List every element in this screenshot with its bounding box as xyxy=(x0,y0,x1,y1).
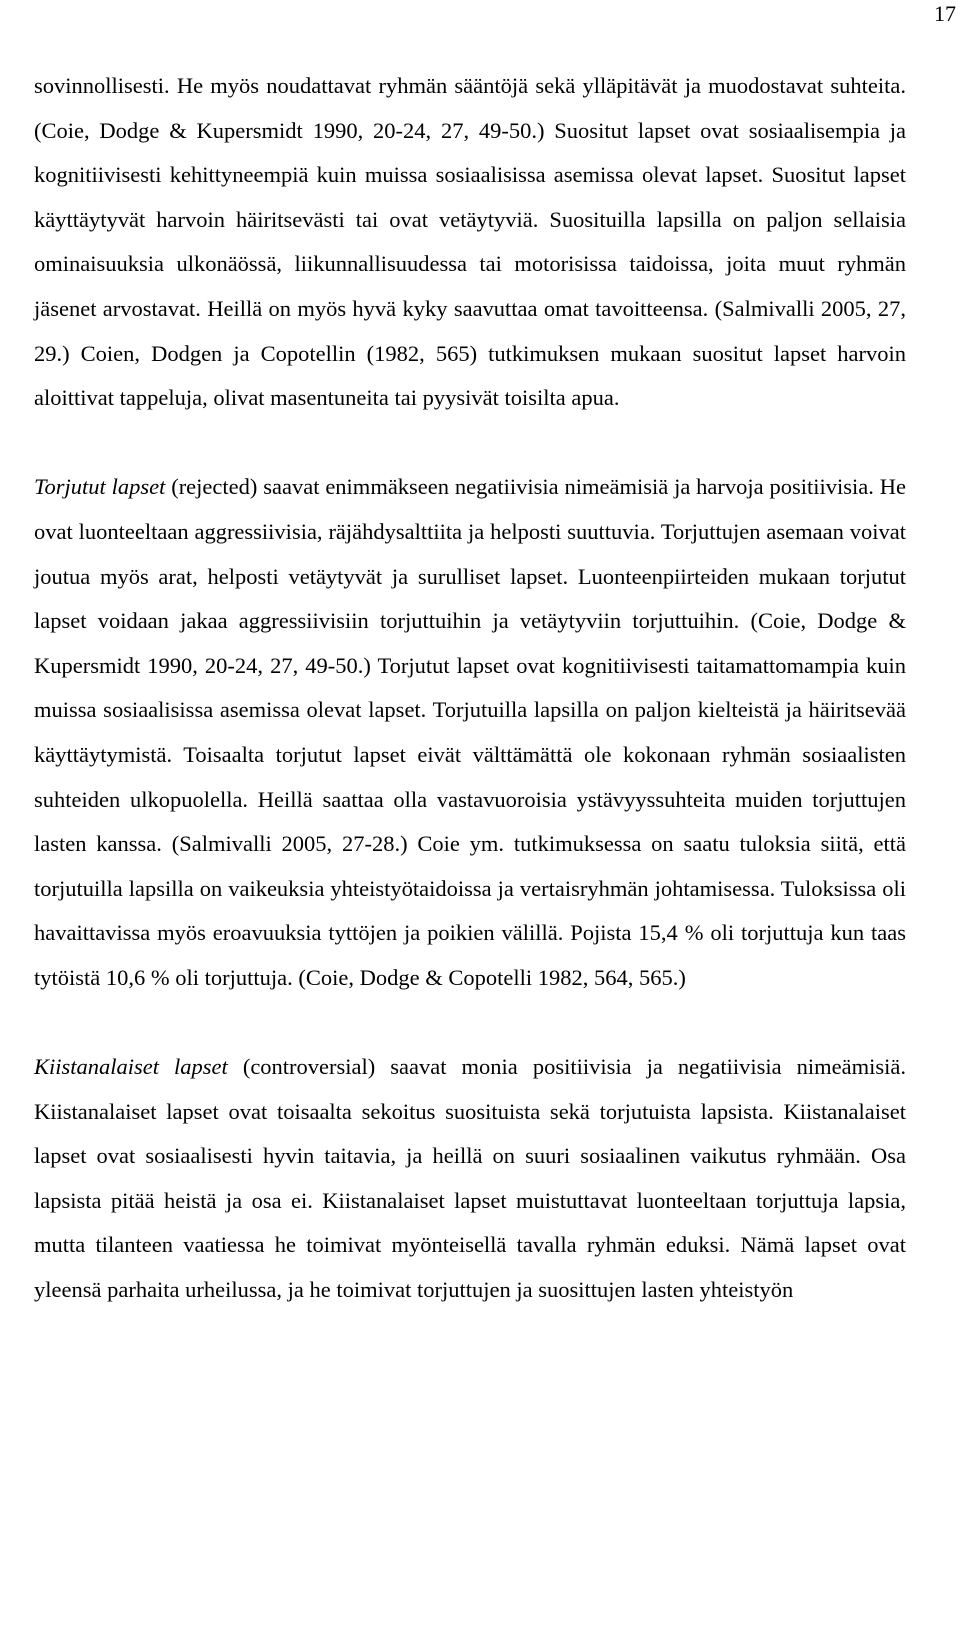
term-controversial-children: Kiistanalaiset lapset xyxy=(34,1054,228,1080)
paragraph-text: (rejected) saavat enimmäkseen negatiivisia nimeämisiä ja harvoja positiivisia. He ovat luonteeltaan aggressiivisia, räjähdysalttiita ja helposti suuttuvia. Torjuttujen asemaan voivat joutua myös arat, helposti vetäytyvät ja surulliset lapset. Luonteenpiirteiden mukaan torjutut lapset voidaan jakaa aggressiivisiin torjuttuihin ja vetäytyviin torjuttuihin. (Coie, Dodge & Kupersmidt 1990, 20-24, 27, 49-50.) Torjutut lapset ovat kognitiivisesti taitamattomampia kuin muissa sosiaalisissa asemissa olevat lapset. Torjutuilla lapsilla on paljon kielteistä ja häiritsevää käyttäytymistä. Toisaalta torjutut lapset eivät välttämättä ole kokonaan ryhmän sosiaalisten suhteiden ulkopuolella. Heillä saattaa olla vastavuoroisia ystävyyssuhteita muiden torjuttujen lasten kanssa. (Salmivalli 2005, 27-28.) Coie ym. tutkimuksessa on saatu tuloksia siitä, että torjutuilla lapsilla on vaikeuksia yhteistyötaidoissa ja vertaisryhmän johtamisessa. Tuloksissa oli havaittavissa myös eroavuuksia tyttöjen ja poikien välillä. Pojista 15,4 % oli torjuttuja kun taas tytöistä 10,6 % oli torjuttuja. (Coie, Dodge & Copotelli 1982, 564, 565.) xyxy=(34,474,906,990)
paragraph-controversial-children xyxy=(34,1045,906,1313)
paragraph-popular-children xyxy=(34,64,906,421)
paragraph-text: sovinnollisesti. He myös noudattavat ryhmän sääntöjä sekä ylläpitävät ja muodostavat suhteita. (Coie, Dodge & Kupersmidt 1990, 20-24, 27, 49-50.) Suositut lapset ovat sosiaalisempia ja kognitiivisesti kehittyneempiä kuin muissa sosiaalisissa asemissa olevat lapset. Suositut lapset käyttäytyvät harvoin häiritsevästi tai ovat vetäytyviä. Suosituilla lapsilla on paljon sellaisia ominaisuuksia ulkonäössä, liikunnallisuudessa tai motorisissa taidoissa, joita muut ryhmän jäsenet arvostavat. Heillä on myös hyvä kyky saavuttaa omat tavoitteensa. (Salmivalli 2005, 27, 29.) Coien, Dodgen ja Copotellin (1982, 565) tutkimuksen mukaan suositut lapset harvoin aloittivat tappeluja, olivat masentuneita tai pyysivät toisilta apua. xyxy=(34,73,906,411)
term-rejected-children: Torjutut lapset xyxy=(34,474,166,500)
paragraph-text: (controversial) saavat monia positiivisia ja negatiivisia nimeämisiä. Kiistanalaiset lapset ovat toisaalta sekoitus suosituista sekä torjutuista lapsista. Kiistanalaiset lapset ovat sosiaalisesti hyvin taitavia, ja heillä on suuri sosiaalinen vaikutus ryhmään. Osa lapsista pitää heistä ja osa ei. Kiistanalaiset lapset muistuttavat luonteeltaan torjuttuja lapsia, mutta tilanteen vaatiessa he toimivat myönteisellä tavalla ryhmän eduksi. Nämä lapset ovat yleensä parhaita urheilussa, ja he toimivat torjuttujen ja suosittujen lasten yhteistyön xyxy=(34,1054,906,1303)
document-body xyxy=(34,64,906,1313)
paragraph-rejected-children xyxy=(34,465,906,1000)
page-number: 17 xyxy=(934,1,956,26)
